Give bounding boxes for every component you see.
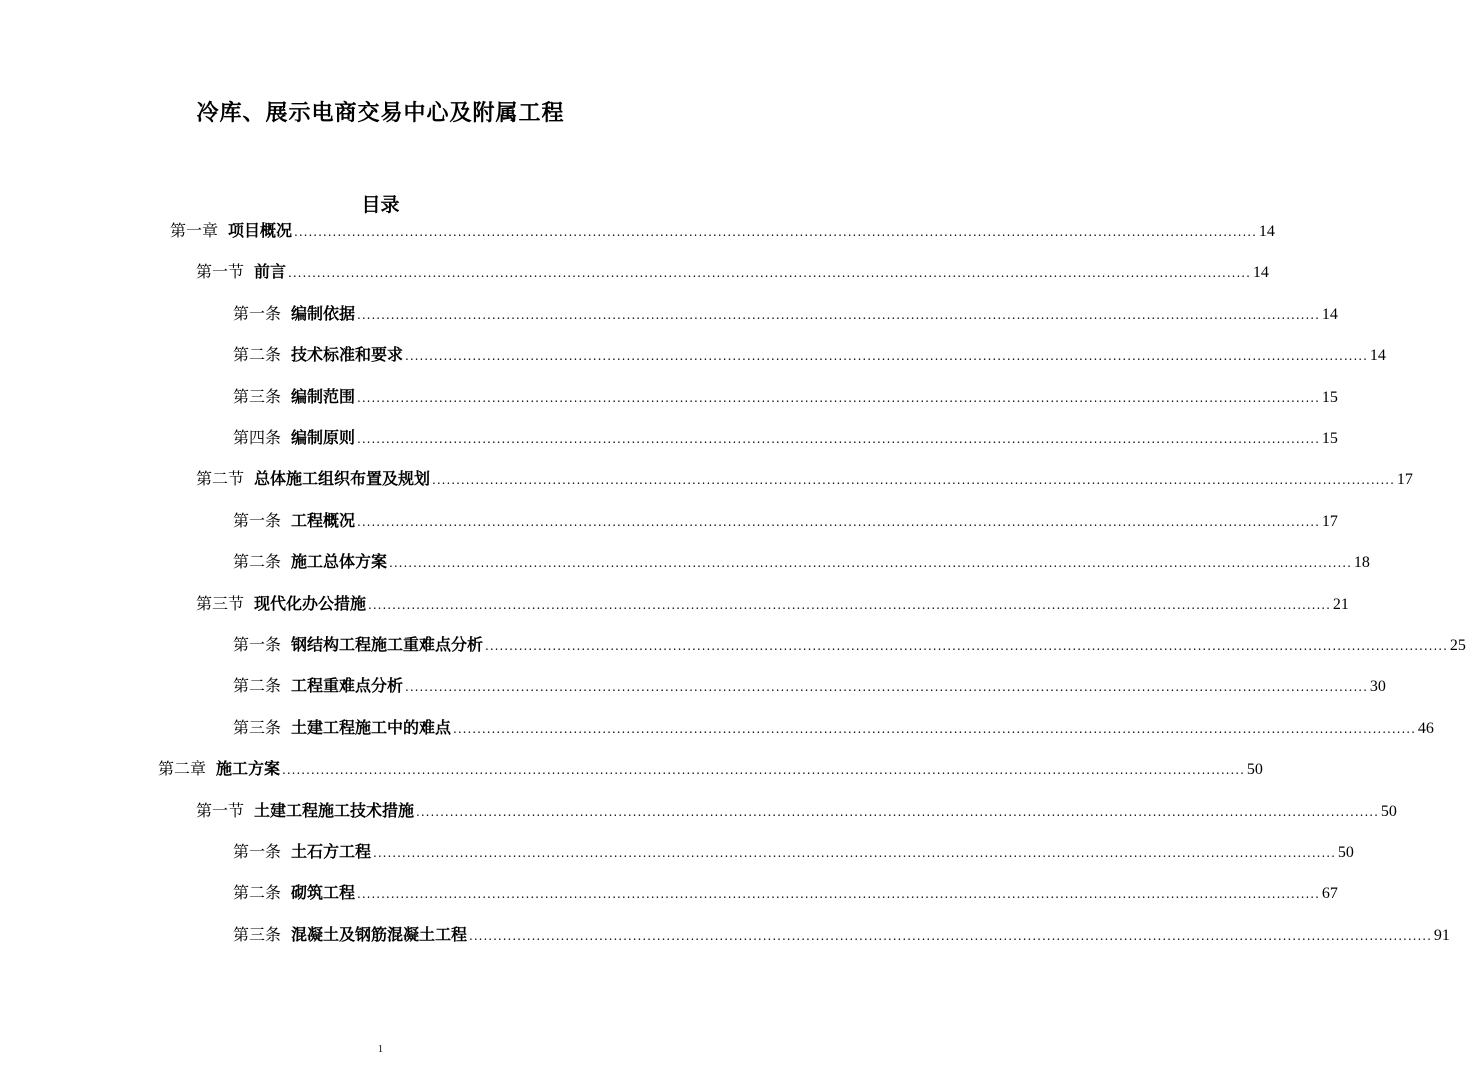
toc-entry-label: 工程重难点分析 xyxy=(291,676,404,696)
toc-entry-number: 第一条 xyxy=(233,510,282,530)
toc-entry-label: 施工总体方案 xyxy=(291,552,388,572)
toc-entry-label: 技术标准和要求 xyxy=(291,345,404,365)
dot-leader: ........................................................................................................................................................................................................ xyxy=(469,928,1432,943)
toc-entry-page: 50 xyxy=(1246,761,1263,779)
dot-leader: ........................................................................................................................................................................................................ xyxy=(416,804,1379,819)
toc-entry-number: 第二条 xyxy=(233,676,282,696)
document-title: 冷库、展示电商交易中心及附属工程 xyxy=(196,101,565,126)
toc-entry-number: 第三节 xyxy=(196,593,245,613)
toc-entry-number: 第一条 xyxy=(233,635,282,654)
dot-leader: ........................................................................................................................................................................................................ xyxy=(368,597,1331,612)
toc-entry-page: 14 xyxy=(1321,305,1338,323)
toc-entry[interactable] xyxy=(233,717,1434,739)
dot-leader: ........................................................................................................................................................................................................ xyxy=(294,225,1257,239)
toc-entry-label: 前言 xyxy=(254,262,287,282)
toc-entry[interactable] xyxy=(196,593,1349,615)
toc-entry-number: 第三条 xyxy=(233,386,282,406)
toc-entry-label: 编制依据 xyxy=(291,303,356,323)
toc-entry-label: 土建工程施工技术措施 xyxy=(254,800,415,820)
toc-entry-number: 第二章 xyxy=(158,759,207,779)
toc-entry-page: 15 xyxy=(1321,430,1338,447)
dot-leader: ........................................................................................................................................................................................................ xyxy=(357,514,1320,529)
toc-entry-number: 第一章 xyxy=(170,221,219,240)
toc-entry-number: 第四条 xyxy=(233,428,282,447)
toc-entry-page: 91 xyxy=(1433,926,1450,944)
toc-entry-page: 21 xyxy=(1332,595,1349,613)
toc-entry-page: 67 xyxy=(1321,885,1338,903)
dot-leader: ........................................................................................................................................................................................................ xyxy=(357,432,1320,446)
toc-entry-label: 总体施工组织布置及规划 xyxy=(254,469,431,489)
toc-entry-number: 第二条 xyxy=(233,345,282,365)
toc-entry-label: 钢结构工程施工重难点分析 xyxy=(291,635,484,654)
toc-entry-label: 土建工程施工中的难点 xyxy=(291,717,452,737)
dot-leader: ........................................................................................................................................................................................................ xyxy=(357,390,1320,405)
toc-entry[interactable] xyxy=(233,427,1338,449)
toc-entry-number: 第一条 xyxy=(233,842,282,861)
toc-entry-label: 编制范围 xyxy=(291,386,356,406)
toc-entry-number: 第三条 xyxy=(233,717,282,737)
dot-leader: ........................................................................................................................................................................................................ xyxy=(405,680,1368,695)
toc-entry-page: 30 xyxy=(1369,678,1386,696)
toc-entry[interactable] xyxy=(233,634,1466,656)
toc-entry[interactable] xyxy=(158,758,1263,780)
dot-leader: ........................................................................................................................................................................................................ xyxy=(357,887,1320,902)
toc-entry-label: 施工方案 xyxy=(216,759,281,779)
toc-entry-label: 编制原则 xyxy=(291,428,356,447)
toc-entry-page: 14 xyxy=(1258,223,1275,240)
toc-heading: 目录 xyxy=(361,194,400,216)
toc-entry-number: 第三条 xyxy=(233,924,282,944)
toc-entry-page: 46 xyxy=(1417,719,1434,737)
toc-entry[interactable] xyxy=(233,924,1450,946)
toc-entry-page: 18 xyxy=(1353,554,1370,572)
toc-entry-label: 工程概况 xyxy=(291,510,356,530)
toc-entry-page: 17 xyxy=(1396,471,1413,489)
toc-entry-page: 15 xyxy=(1321,388,1338,406)
toc-entry-number: 第二节 xyxy=(196,469,245,489)
toc-entry-page: 50 xyxy=(1380,802,1397,820)
toc-entry[interactable] xyxy=(196,800,1397,822)
toc-entry[interactable] xyxy=(233,344,1386,366)
dot-leader: ........................................................................................................................................................................................................ xyxy=(432,473,1395,488)
dot-leader: ........................................................................................................................................................................................................ xyxy=(453,721,1416,736)
toc-entry[interactable] xyxy=(233,882,1338,904)
toc-entry-number: 第一节 xyxy=(196,262,245,282)
toc-entry-page: 17 xyxy=(1321,512,1338,530)
toc-entry-label: 混凝土及钢筋混凝土工程 xyxy=(291,924,468,944)
toc-entry[interactable] xyxy=(196,261,1269,283)
toc-entry-label: 砌筑工程 xyxy=(291,883,356,903)
toc-entry-number: 第一节 xyxy=(196,800,245,820)
toc-entry-label: 现代化办公措施 xyxy=(254,593,367,613)
toc-entry-page: 50 xyxy=(1337,844,1354,861)
toc-entry[interactable] xyxy=(233,510,1338,532)
toc-entry[interactable] xyxy=(170,220,1275,242)
dot-leader: ........................................................................................................................................................................................................ xyxy=(288,266,1251,281)
toc-entry-label: 项目概况 xyxy=(228,221,293,240)
page-number: 1 xyxy=(378,1044,383,1055)
dot-leader: ........................................................................................................................................................................................................ xyxy=(389,556,1352,571)
toc-entry-label: 土石方工程 xyxy=(291,842,372,861)
toc-entry-page: 14 xyxy=(1369,347,1386,365)
dot-leader: ........................................................................................................................................................................................................ xyxy=(405,349,1368,364)
dot-leader: ........................................................................................................................................................................................................ xyxy=(373,846,1336,860)
toc-entry-number: 第二条 xyxy=(233,552,282,572)
toc-entry[interactable] xyxy=(233,841,1354,863)
dot-leader: ........................................................................................................................................................................................................ xyxy=(282,763,1245,778)
toc-entry[interactable] xyxy=(233,303,1338,325)
toc-entry-page: 14 xyxy=(1252,264,1269,282)
toc-entry-page: 25 xyxy=(1449,637,1466,654)
dot-leader: ........................................................................................................................................................................................................ xyxy=(357,307,1320,322)
toc-entry[interactable] xyxy=(196,468,1413,490)
toc-entry[interactable] xyxy=(233,675,1386,697)
toc-entry[interactable] xyxy=(233,551,1370,573)
dot-leader: ........................................................................................................................................................................................................ xyxy=(485,639,1448,653)
toc-entry[interactable] xyxy=(233,386,1338,408)
toc-entry-number: 第一条 xyxy=(233,303,282,323)
toc-entry-number: 第二条 xyxy=(233,883,282,903)
